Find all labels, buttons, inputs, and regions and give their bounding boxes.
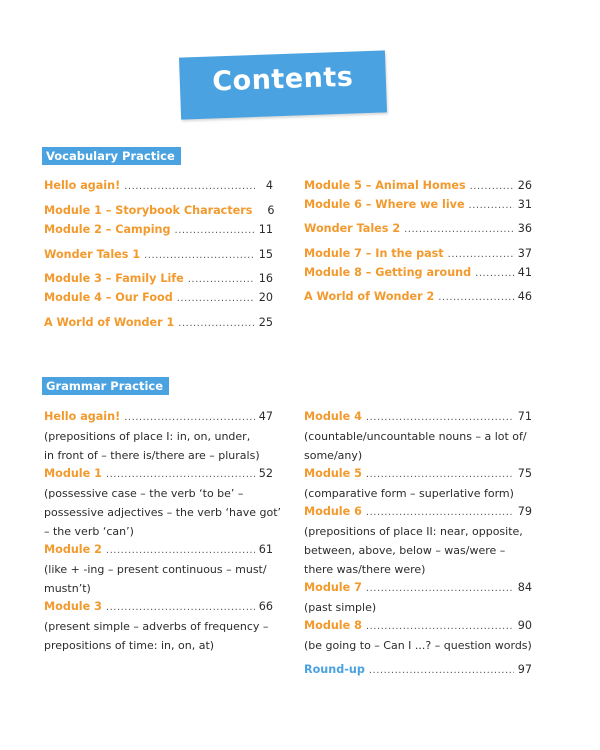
toc-entry-description (304, 636, 532, 655)
toc-entry[interactable] (304, 505, 532, 521)
leader-dots (175, 225, 255, 236)
leader-dots (106, 602, 255, 613)
toc-entry-title: Hello again! (44, 410, 121, 423)
leader-dots (188, 274, 255, 285)
page-title: Contents (211, 61, 354, 98)
description-line: prepositions of time: in, on, at) (44, 639, 215, 652)
toc-entry-page: 90 (517, 619, 532, 632)
toc-entry-roundup[interactable] (304, 663, 532, 679)
toc-entry[interactable] (44, 291, 273, 307)
toc-entry[interactable] (44, 467, 273, 483)
toc-entry-title: Module 1 – Storybook Characters (44, 204, 253, 217)
toc-entry[interactable] (304, 619, 532, 635)
toc-entry-title: Module 1 (44, 467, 102, 480)
toc-entry[interactable] (44, 410, 273, 426)
toc-entry[interactable] (304, 222, 532, 238)
toc-entry-page: 47 (258, 410, 273, 423)
toc-entry-description (44, 560, 267, 598)
description-line: mustn’t) (44, 582, 91, 595)
leader-dots (366, 621, 514, 632)
toc-entry-page: 52 (258, 467, 273, 480)
leader-dots (369, 665, 514, 676)
description-line: possessive adjectives – the verb ‘have got’ (44, 506, 282, 519)
leader-dots (366, 469, 514, 480)
description-line: (be going to – Can I ...? – question words) (304, 639, 532, 652)
toc-entry-title: Module 6 (304, 505, 362, 518)
toc-entry-page: 71 (517, 410, 532, 423)
toc-entry-title: A World of Wonder 1 (44, 316, 175, 329)
description-line: between, above, below – was/were – (304, 544, 506, 557)
toc-entry-page: 61 (258, 543, 273, 556)
vocabulary-practice-tag: Vocabulary Practice (42, 147, 181, 165)
toc-entry-title: Wonder Tales 2 (304, 222, 401, 235)
toc-entry-page: 16 (258, 272, 273, 285)
description-line: (present simple – adverbs of frequency – (44, 620, 269, 633)
toc-entry-title: Round-up (304, 663, 365, 676)
toc-entry[interactable] (44, 223, 273, 239)
toc-entry[interactable] (304, 198, 532, 214)
description-line: (possessive case – the verb ‘to be’ – (44, 487, 244, 500)
description-line: (prepositions of place I: in, on, under, (44, 430, 251, 443)
toc-entry-page: 37 (517, 247, 532, 260)
toc-entry-description (44, 427, 260, 465)
description-line: there was/there were) (304, 563, 426, 576)
toc-entry-title: Module 3 – Family Life (44, 272, 184, 285)
toc-entry-title: Module 4 (304, 410, 362, 423)
leader-dots (404, 224, 514, 235)
description-line: in front of – there is/there are – plurals) (44, 449, 260, 462)
toc-entry[interactable] (304, 247, 532, 263)
toc-entry[interactable] (44, 316, 273, 332)
leader-dots (438, 292, 513, 303)
toc-entry-page: 84 (517, 581, 532, 594)
description-line: some/any) (304, 449, 363, 462)
toc-entry-page: 97 (517, 663, 532, 676)
leader-dots (366, 412, 514, 423)
toc-entry-title: Wonder Tales 1 (44, 248, 141, 261)
toc-entry-page: 79 (517, 505, 532, 518)
description-line: (like + -ing – present continuous – must/ (44, 563, 267, 576)
toc-entry-page: 4 (265, 179, 273, 192)
toc-entry-page: 25 (258, 316, 273, 329)
toc-entry-title: Module 8 (304, 619, 362, 632)
grammar-practice-tag: Grammar Practice (42, 377, 169, 395)
toc-entry-page: 6 (267, 204, 275, 217)
toc-entry-description (44, 617, 268, 655)
toc-entry-title: Hello again! (44, 179, 121, 192)
leader-dots (124, 181, 255, 192)
toc-entry[interactable] (44, 600, 273, 616)
toc-entry-description (44, 484, 281, 541)
toc-entry-description (304, 522, 523, 579)
toc-entry-page: 20 (258, 291, 273, 304)
toc-entry[interactable] (44, 272, 273, 288)
leader-dots (366, 507, 514, 518)
toc-entry[interactable] (44, 248, 273, 264)
leader-dots (448, 249, 514, 260)
description-line: – the verb ‘can’) (44, 525, 134, 538)
toc-entry-page: 26 (517, 179, 532, 192)
toc-entry-title: Module 3 (44, 600, 102, 613)
toc-entry[interactable] (304, 467, 532, 483)
toc-entry[interactable] (304, 410, 532, 426)
toc-entry[interactable] (304, 266, 532, 282)
toc-entry-description (304, 598, 376, 617)
leader-dots (470, 181, 514, 192)
description-line: (prepositions of place II: near, opposite, (304, 525, 523, 538)
toc-entry[interactable] (304, 581, 532, 597)
toc-entry-title: Module 7 (304, 581, 362, 594)
toc-entry-page: 11 (258, 223, 273, 236)
toc-entry[interactable] (44, 543, 273, 559)
toc-entry-page: 46 (517, 290, 532, 303)
description-line: (comparative form – superlative form) (304, 487, 514, 500)
toc-entry[interactable] (44, 204, 273, 220)
toc-entry-title: Module 5 (304, 467, 362, 480)
toc-entry-title: Module 4 – Our Food (44, 291, 173, 304)
description-line: (past simple) (304, 601, 377, 614)
toc-entry-title: Module 5 – Animal Homes (304, 179, 466, 192)
leader-dots (178, 318, 254, 329)
toc-entry-title: A World of Wonder 2 (304, 290, 435, 303)
toc-entry-page: 41 (517, 266, 532, 279)
toc-entry-title: Module 2 – Camping (44, 223, 171, 236)
toc-entry-description (304, 484, 514, 503)
leader-dots (475, 268, 514, 279)
toc-entry-title: Module 6 – Where we live (304, 198, 465, 211)
toc-entry-page: 66 (258, 600, 273, 613)
contents-banner (179, 50, 387, 119)
toc-entry-title: Module 2 (44, 543, 102, 556)
toc-entry[interactable] (304, 179, 532, 195)
leader-dots (144, 250, 255, 261)
description-line: (countable/uncountable nouns – a lot of/ (304, 430, 527, 443)
toc-entry[interactable] (304, 290, 532, 306)
toc-entry-page: 31 (517, 198, 532, 211)
toc-entry-page: 15 (258, 248, 273, 261)
toc-entry-title: Module 7 – In the past (304, 247, 444, 260)
toc-entry[interactable] (44, 179, 273, 195)
toc-entry-description (304, 427, 527, 465)
leader-dots (106, 469, 255, 480)
leader-dots (106, 545, 255, 556)
toc-entry-page: 75 (517, 467, 532, 480)
leader-dots (177, 293, 255, 304)
toc-entry-title: Module 8 – Getting around (304, 266, 472, 279)
leader-dots (366, 583, 514, 594)
leader-dots (124, 412, 255, 423)
leader-dots (469, 200, 514, 211)
toc-entry-page: 36 (517, 222, 532, 235)
